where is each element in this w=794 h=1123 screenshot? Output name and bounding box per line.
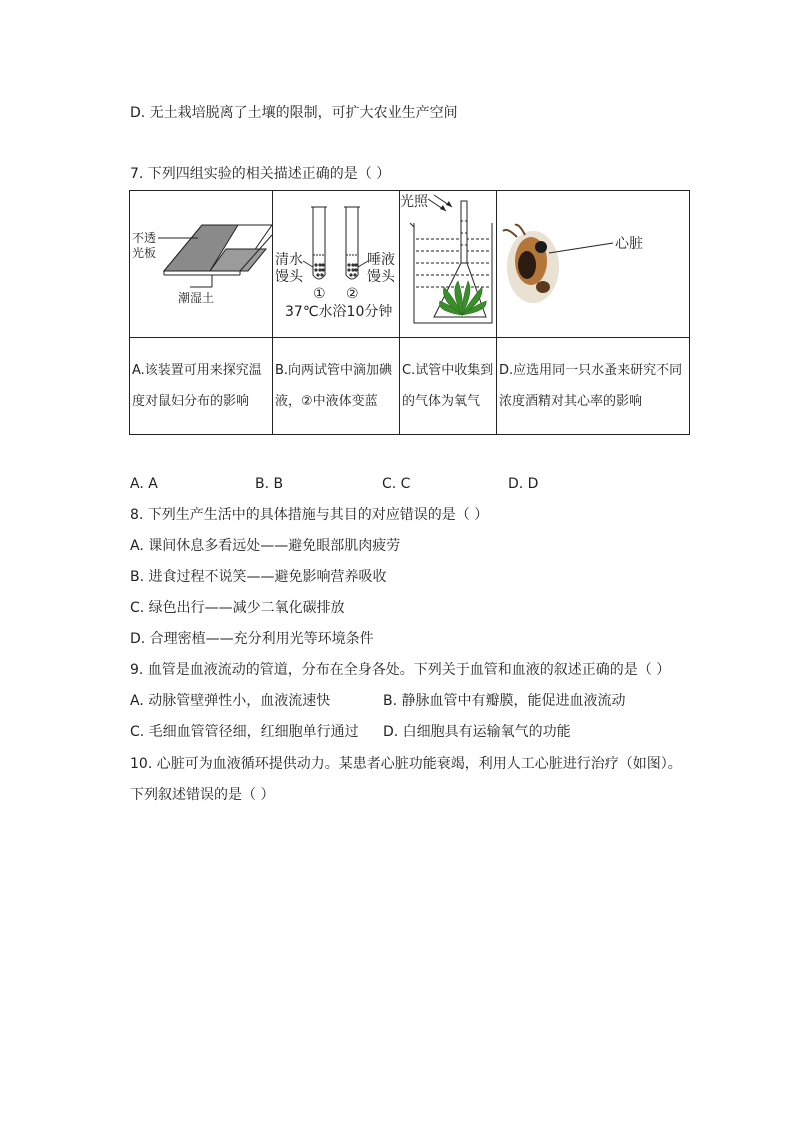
- q9-option-b: B. 静脉血管中有瓣膜，能促进血液流动: [383, 693, 626, 709]
- label-opaque-2: 光板: [132, 246, 157, 260]
- label-light: 光照: [400, 194, 428, 210]
- q8-option-a: A. 课间休息多看远处——避免眼部肌肉疲劳: [130, 538, 401, 554]
- q7-figure-d: [497, 191, 690, 338]
- q10-stem-line2: 下列叙述错误的是（ ）: [130, 787, 275, 803]
- water-flea-photo: [497, 191, 689, 337]
- label-heart: 心脏: [615, 236, 643, 252]
- q10-stem-line1: 10. 心脏可为血液循环提供动力。某患者心脏功能衰竭，利用人工心脏进行治疗（如图）。: [130, 756, 682, 772]
- label-water-2: 馒头: [275, 269, 303, 285]
- q7-figure-a: [130, 191, 273, 338]
- shelter-box-diagram: [130, 191, 272, 337]
- q9-option-d: D. 白细胞具有运输氧气的功能: [383, 724, 571, 740]
- q7-option-c: C. C: [382, 476, 411, 492]
- beaker-plant-diagram: [400, 191, 496, 337]
- q7-cell-a: A.该装置可用来探究温度对鼠妇分布的影响: [130, 338, 273, 435]
- tube-number-2: ②: [346, 286, 359, 302]
- label-saliva-2: 馒头: [367, 269, 395, 285]
- label-water-bath: 37℃水浴10分钟: [285, 304, 393, 320]
- label-wet-soil: 潮湿土: [178, 291, 215, 305]
- label-saliva-1: 唾液: [367, 252, 395, 268]
- label-water-1: 清水: [275, 252, 303, 268]
- q7-option-d: D. D: [508, 476, 539, 492]
- q7-cell-b: B.向两试管中滴加碘液，②中液体变蓝: [273, 338, 400, 435]
- q8-stem: 8. 下列生产生活中的具体措施与其目的对应错误的是（ ）: [130, 507, 489, 523]
- q9-stem: 9. 血管是血液流动的管道，分布在全身各处。下列关于血管和血液的叙述正确的是（ ）: [130, 662, 671, 678]
- q7-option-a: A. A: [130, 476, 158, 492]
- q7-option-b: B. B: [255, 476, 284, 492]
- label-opaque-1: 不透: [132, 231, 157, 245]
- q7-figure-table: [129, 190, 690, 435]
- q7-figure-b: [273, 191, 400, 338]
- q7-stem: 7. 下列四组实验的相关描述正确的是（ ）: [130, 166, 391, 182]
- q7-figure-c: [400, 191, 497, 338]
- q9-option-a: A. 动脉管壁弹性小，血液流速快: [130, 693, 331, 709]
- q6-option-d: D. 无土栽培脱离了土壤的限制，可扩大农业生产空间: [130, 105, 458, 121]
- q7-cell-c: C.试管中收集到的气体为氧气: [400, 338, 497, 435]
- q8-option-d: D. 合理密植——充分利用光等环境条件: [130, 631, 374, 647]
- q8-option-c: C. 绿色出行——减少二氧化碳排放: [130, 600, 345, 616]
- q9-option-c: C. 毛细血管管径细，红细胞单行通过: [130, 724, 359, 740]
- q8-option-b: B. 进食过程不说笑——避免影响营养吸收: [130, 569, 387, 585]
- tube-number-1: ①: [313, 286, 326, 302]
- q7-cell-d: D.应选用同一只水蚤来研究不同浓度酒精对其心率的影响: [497, 338, 690, 435]
